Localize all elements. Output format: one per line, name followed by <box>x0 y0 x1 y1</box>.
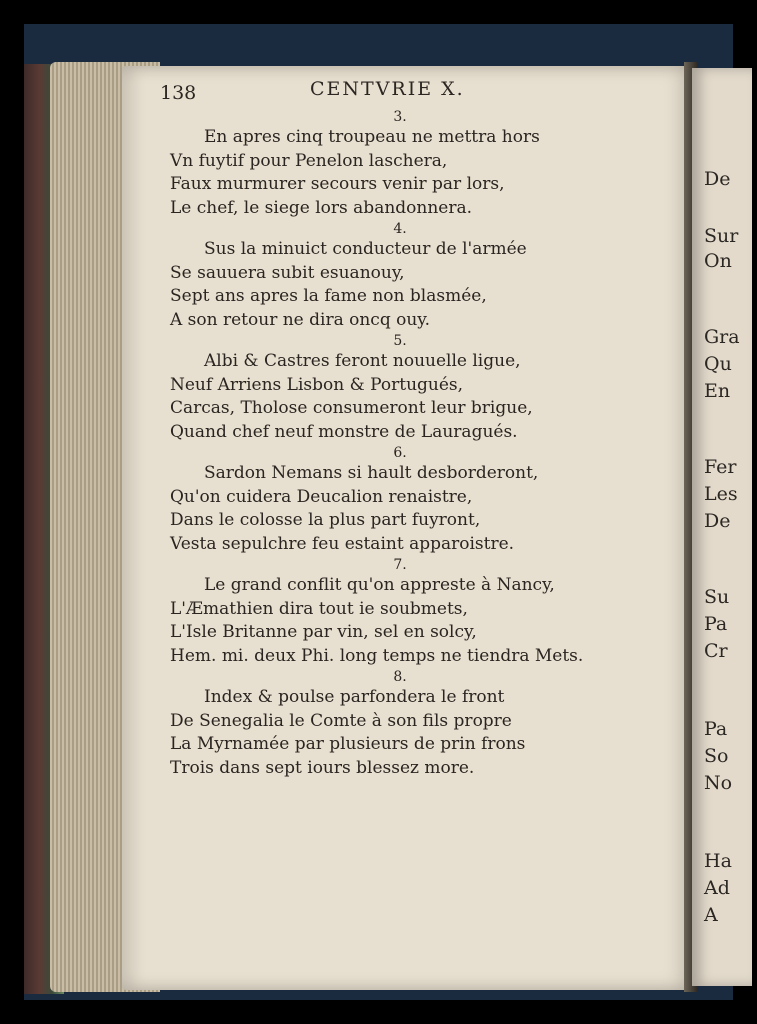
quatrain-number: 4. <box>393 221 407 237</box>
verse-line: Trois dans sept iours blessez more. <box>170 757 475 778</box>
page-number: 138 <box>160 82 197 104</box>
quatrain-list <box>170 108 670 780</box>
verse-line: Le grand conflit qu'on appreste à Nancy, <box>204 575 555 595</box>
verse-line: Quand chef neuf monstre de Lauragués. <box>170 421 518 442</box>
quatrain <box>170 332 670 444</box>
next-page-text: Les <box>704 483 738 505</box>
next-page-text: Ad <box>704 877 730 899</box>
quatrain-number: 6. <box>393 445 407 461</box>
verse-line: Faux murmurer secours venir par lors, <box>170 174 505 194</box>
next-page-text: So <box>704 745 729 767</box>
next-page-text: Pa <box>704 613 728 635</box>
right-page-fragment <box>692 68 752 986</box>
quatrain-number: 3. <box>393 109 407 125</box>
verse-line: De Senegalia le Comte à son fils propre <box>170 710 512 731</box>
verse-line: A son retour ne dira oncq ouy. <box>170 309 431 330</box>
next-page-text: Qu <box>704 353 732 375</box>
next-page-text: Su <box>704 586 730 608</box>
quatrain <box>170 556 670 668</box>
verse-line: Sus la minuict conducteur de l'armée <box>204 239 527 259</box>
verse-line: L'Isle Britanne par vin, sel en solcy, <box>170 622 477 642</box>
next-page-text: Cr <box>704 640 728 662</box>
verse-line: Sept ans apres la fame non blasmée, <box>170 286 487 306</box>
quatrain <box>170 220 670 332</box>
next-page-text: Fer <box>704 456 737 478</box>
verse-line: Index & poulse parfondera le front <box>204 687 505 707</box>
next-page-text: Ha <box>704 850 732 872</box>
verse-line: Se sauuera subit esuanouy, <box>170 262 405 283</box>
verse-line: Sardon Nemans si hault desborderont, <box>204 463 539 483</box>
verse-line: Neuf Arriens Lisbon & Portugués, <box>170 374 464 395</box>
verse-line: Vn fuytif pour Penelon laschera, <box>170 150 448 171</box>
quatrain-number: 8. <box>393 669 407 685</box>
verse-line: Qu'on cuidera Deucalion renaistre, <box>170 486 473 507</box>
verse-line: La Myrnamée par plusieurs de prin frons <box>170 734 526 754</box>
verse-line: L'Æmathien dira tout ie soubmets, <box>170 598 468 619</box>
next-page-text: Gra <box>704 326 740 348</box>
verse-line: Le chef, le siege lors abandonnera. <box>170 197 473 218</box>
verse-line: En apres cinq troupeau ne mettra hors <box>204 127 540 147</box>
running-title: CENTVRIE X. <box>310 78 465 100</box>
next-page-text: En <box>704 380 731 402</box>
next-page-text: De <box>704 168 731 190</box>
verse-line: Albi & Castres feront nouuelle ligue, <box>204 351 521 371</box>
next-page-text: De <box>704 510 731 532</box>
verse-line: Hem. mi. deux Phi. long temps ne tiendra Mets. <box>170 645 584 666</box>
next-page-text: Pa <box>704 718 728 740</box>
next-page-text: A <box>704 904 718 926</box>
next-page-text: Sur <box>704 225 739 247</box>
verse-line: Carcas, Tholose consumeront leur brigue, <box>170 398 533 418</box>
quatrain <box>170 668 670 780</box>
next-page-text: On <box>704 250 732 272</box>
next-page-text: No <box>704 772 733 794</box>
verse-line: Vesta sepulchre feu estaint apparoistre. <box>170 533 515 554</box>
verse-line: Dans le colosse la plus part fuyront, <box>170 510 481 530</box>
quatrain <box>170 444 670 556</box>
quatrain-number: 7. <box>393 557 407 573</box>
quatrain-number: 5. <box>393 333 407 349</box>
quatrain <box>170 108 670 220</box>
page-header <box>160 74 660 104</box>
